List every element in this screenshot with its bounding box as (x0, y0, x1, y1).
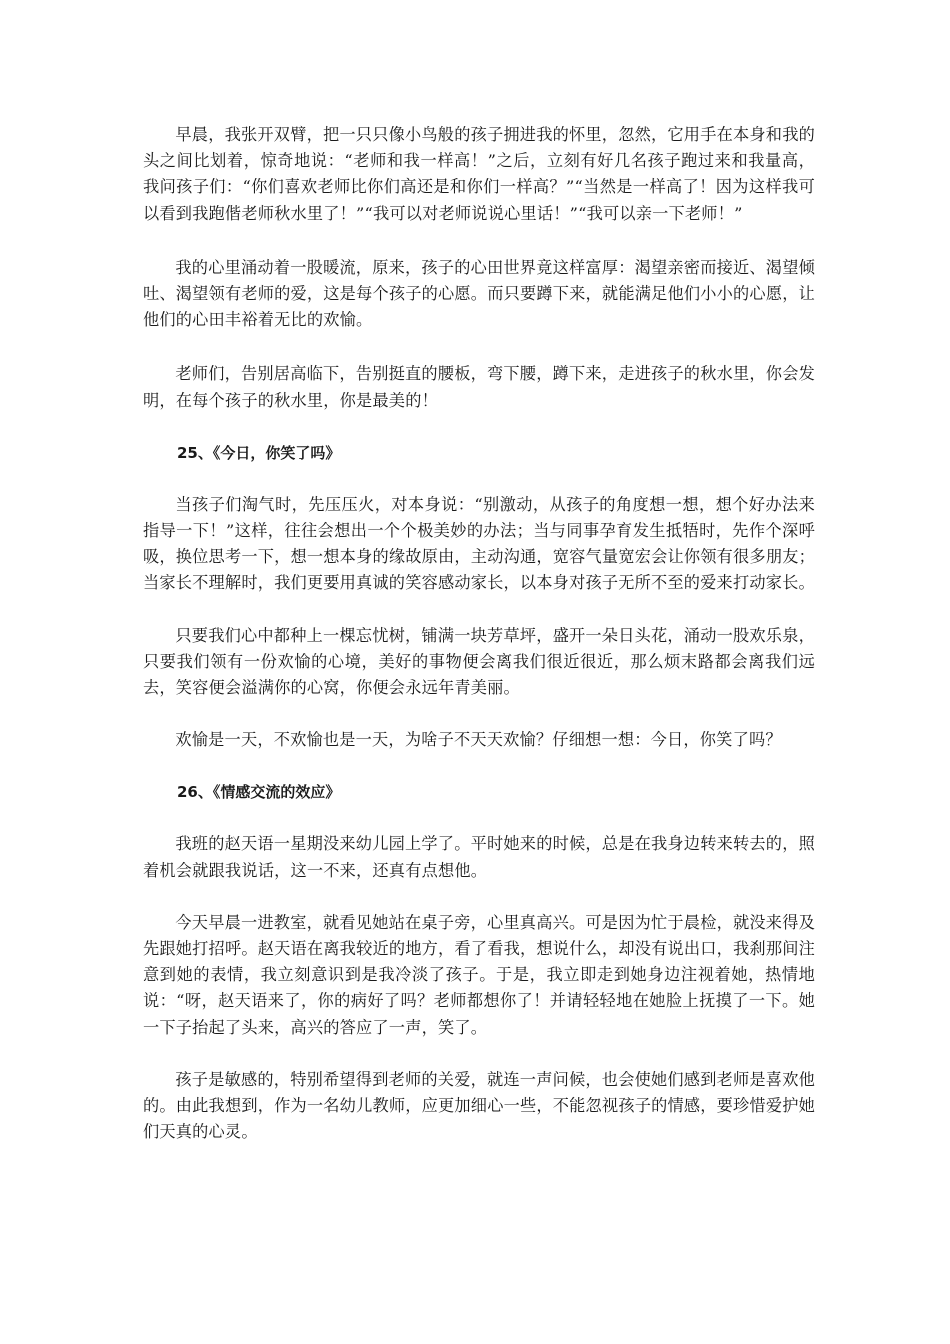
paragraph-gap (143, 466, 815, 492)
paragraph-worry-free-tree: 只要我们心中都种上一棵忘忧树，铺满一块芳草坪，盛开一朵日头花，涌动一股欢乐泉，只要我们领有一份欢愉的心境，美好的事物便会离我们很近很近，那么烦末路都会离我们远去，笑容便会溢满你的心窝，你便会永远年青美丽。 (143, 625, 815, 698)
paragraph-gap (143, 333, 815, 361)
paragraph-warm-current: 我的心里涌动着一股暖流，原来，孩子的心田世界竟这样富厚：渴望亲密而接近、渴望倾吐、渴望领有老师的爱，这是每个孩子的心愿。而只要蹲下来，就能满足他们小小的心愿，让他们的心田丰裕着无比的欢愉。 (143, 257, 815, 330)
paragraph-morning-classroom: 今天早晨一进教室，就看见她站在桌子旁，心里真高兴。可是因为忙于晨检，就没来得及先跟她打招呼。赵天语在离我较近的地方，看了看我，想说什么，却没有说出口，我刹那间注意到她的表情，我立刻意识到是我冷淡了孩子。于是，我立即走到她身边注视着她，热情地说：“呀，赵天语来了，你的病好了吗？老师都想你了！并请轻轻地在她脸上抚摸了一下。她一下子抬起了头来，高兴的答应了一声，笑了。 (143, 912, 815, 1037)
paragraph-gap (143, 414, 815, 440)
paragraph-morning-hug: 早晨，我张开双臂，把一只只像小鸟般的孩子拥进我的怀里，忽然，它用手在本身和我的头之间比划着，惊奇地说：“老师和我一样高！”之后，立刻有好几名孩子跑过来和我量高，我问孩子们：“你们喜欢老师比你们高还是和你们一样高？”“当然是一样高了！因为这样我可以看到我跑偕老师秋水里了！”“我可以对老师说说心里话！”“我可以亲一下老师！” (143, 125, 815, 223)
paragraph-gap (143, 701, 815, 727)
section-heading-26: 26、《情感交流的效应》 (177, 783, 341, 802)
paragraph-gap (143, 1041, 815, 1067)
paragraph-zhao-tianyu-absent: 我班的赵天语一星期没来幼儿园上学了。平时她来的时候，总是在我身边转来转去的，照着机会就跟我说话，这一不来，还真有点想他。 (143, 834, 815, 880)
paragraph-gap (143, 597, 815, 623)
paragraph-gap (143, 884, 815, 910)
paragraph-teachers-bend-down: 老师们，告别居高临下，告别挺直的腰板，弯下腰，蹲下来，走进孩子的秋水里，你会发明，在每个孩子的秋水里，你是最美的！ (143, 364, 815, 410)
paragraph-sensitive-children: 孩子是敏感的，特别希望得到老师的关爱，就连一声问候，也会使她们感到老师是喜欢他的。由此我想到，作为一名幼儿教师，应更加细心一些，不能忽视孩子的情感，要珍惜爱护她们天真的心灵。 (143, 1069, 815, 1142)
section-heading-25: 25、《今日，你笑了吗》 (177, 443, 341, 462)
paragraph-gap (143, 227, 815, 255)
paragraph-happy-every-day: 欢愉是一天，不欢愉也是一天，为啥子不天天欢愉？仔细想一想：今日，你笑了吗？ (175, 730, 782, 750)
paragraph-gap (143, 753, 815, 779)
paragraph-gap (143, 805, 815, 831)
document-page (143, 122, 815, 1145)
paragraph-naughty-children: 当孩子们淘气时，先压压火，对本身说：“别激动，从孩子的角度想一想，想个好办法来指导一下！”这样，往往会想出一个个极美妙的办法；当与同事孕育发生抵牾时，先作个深呼吸，换位思考一下，想一想本身的缘故原由，主动沟通，宽容气量宽宏会让你领有很多朋友；当家长不理解时，我们更要用真诚的笑容感动家长，以本身对孩子无所不至的爱来打动家长。 (143, 494, 815, 593)
